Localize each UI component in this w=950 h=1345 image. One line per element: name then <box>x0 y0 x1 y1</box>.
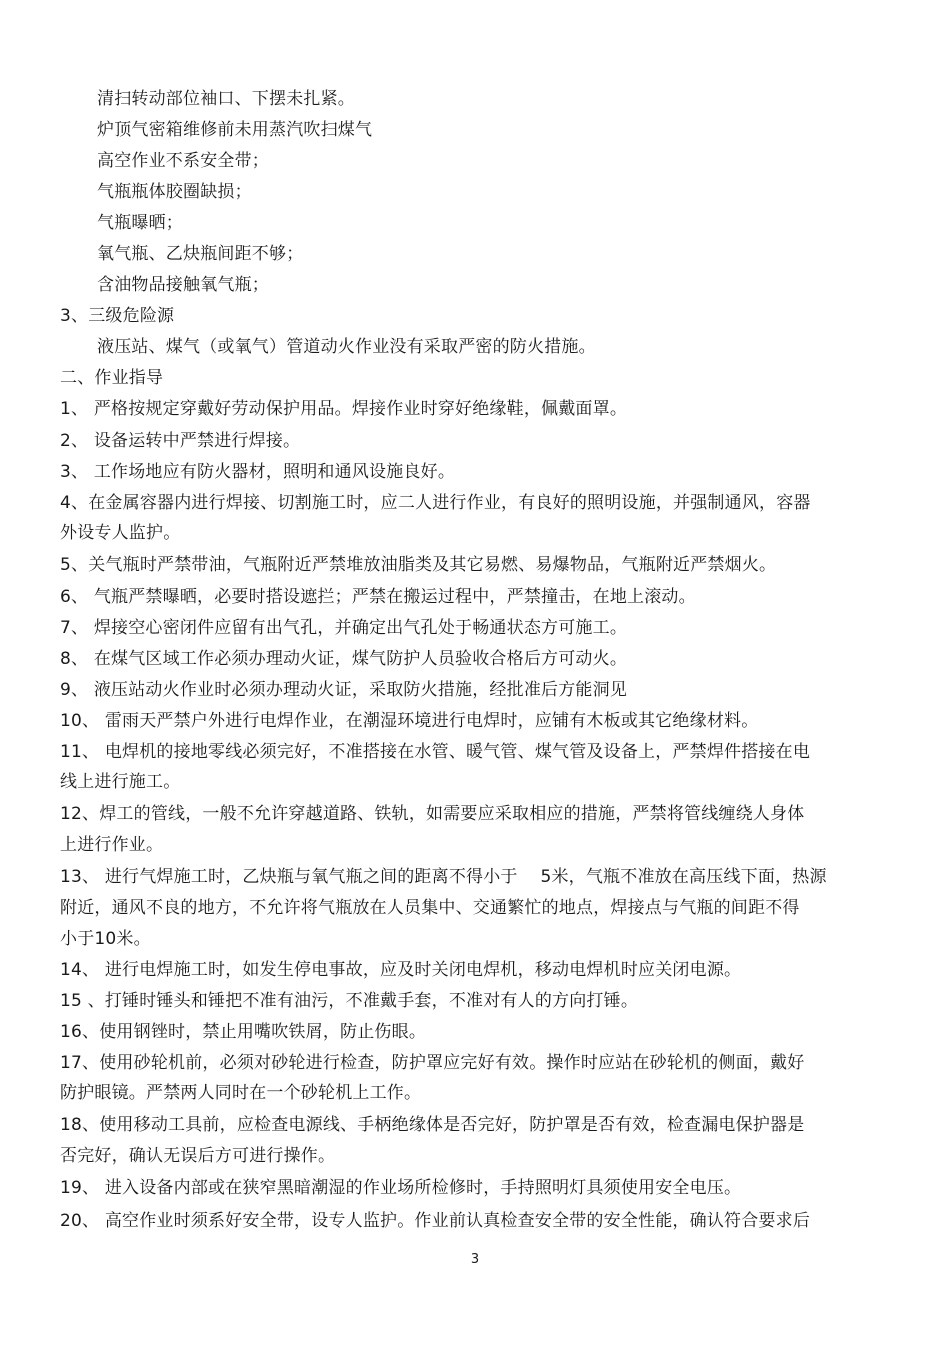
list-item: 20、 高空作业时须系好安全带，设专人监护。作业前认真检查安全带的安全性能，确认符合要求后 <box>60 1211 811 1231</box>
text-line: 液压站、煤气（或氧气）管道动火作业没有采取严密的防火措施。 <box>97 337 596 357</box>
list-item-continued: 否完好，确认无误后方可进行操作。 <box>60 1146 336 1166</box>
list-item: 7、 焊接空心密闭件应留有出气孔，并确定出气孔处于畅通状态方可施工。 <box>60 618 628 638</box>
text-line: 含油物品接触氧气瓶； <box>97 275 269 295</box>
list-item: 4、在金属容器内进行焊接、切割施工时，应二人进行作业，有良好的照明设施，并强制通风，容器 <box>60 493 811 513</box>
text-line: 高空作业不系安全带； <box>97 151 269 171</box>
list-item: 5、关气瓶时严禁带油，气瓶附近严禁堆放油脂类及其它易燃、易爆物品，气瓶附近严禁烟火。 <box>60 555 777 575</box>
section-heading: 二、作业指导 <box>60 368 164 388</box>
list-item: 16、使用钢锉时，禁止用嘴吹铁屑，防止伤眼。 <box>60 1022 427 1042</box>
list-item-continued: 外设专人监护。 <box>60 523 181 543</box>
list-item: 15 、打锤时锤头和锤把不准有油污，不准戴手套，不准对有人的方向打锤。 <box>60 991 639 1011</box>
list-item: 12、焊工的管线，一般不允许穿越道路、铁轨，如需要应采取相应的措施，严禁将管线缠绕人身体 <box>60 804 805 824</box>
list-item: 6、 气瓶严禁曝晒，必要时搭设遮拦；严禁在搬运过程中，严禁撞击，在地上滚动。 <box>60 587 696 607</box>
list-item: 18、使用移动工具前，应检查电源线、手柄绝缘体是否完好，防护罩是否有效，检查漏电保护器是 <box>60 1115 805 1135</box>
list-item: 1、 严格按规定穿戴好劳动保护用品。焊接作业时穿好绝缘鞋，佩戴面罩。 <box>60 399 628 419</box>
list-item: 11、 电焊机的接地零线必须完好，不准搭接在水管、暖气管、煤气管及设备上，严禁焊件搭接在电 <box>60 742 811 762</box>
list-item-continued: 防护眼镜。严禁两人同时在一个砂轮机上工作。 <box>60 1083 422 1103</box>
list-item: 3、 工作场地应有防火器材，照明和通风设施良好。 <box>60 462 456 482</box>
list-item: 19、 进入设备内部或在狭窄黑暗潮湿的作业场所检修时，手持照明灯具须使用安全电压。 <box>60 1178 742 1198</box>
list-item: 17、使用砂轮机前，必须对砂轮进行检查，防护罩应完好有效。操作时应站在砂轮机的侧面，戴好 <box>60 1053 805 1073</box>
page-number: 3 <box>470 1252 480 1267</box>
list-item: 9、 液压站动火作业时必须办理动火证，采取防火措施，经批准后方能洞见 <box>60 680 628 700</box>
text-line: 炉顶气密箱维修前未用蒸汽吹扫煤气 <box>97 120 373 140</box>
list-item-continued: 小于10米。 <box>60 929 151 949</box>
list-item: 13、 进行气焊施工时，乙炔瓶与氧气瓶之间的距离不得小于 5米，气瓶不准放在高压线下面，热源 <box>60 867 827 887</box>
text-line: 气瓶曝晒； <box>97 213 183 233</box>
section-heading: 3、三级危险源 <box>60 306 175 326</box>
text-line: 气瓶瓶体胶圈缺损； <box>97 182 252 202</box>
text-line: 氧气瓶、乙炔瓶间距不够； <box>97 244 304 264</box>
list-item-continued: 上进行作业。 <box>60 835 164 855</box>
list-item-continued: 线上进行施工。 <box>60 772 181 792</box>
list-item: 14、 进行电焊施工时，如发生停电事故，应及时关闭电焊机，移动电焊机时应关闭电源。 <box>60 960 742 980</box>
text-line: 清扫转动部位袖口、下摆未扎紧。 <box>97 89 355 109</box>
list-item: 8、 在煤气区域工作必须办理动火证，煤气防护人员验收合格后方可动火。 <box>60 649 628 669</box>
list-item-continued: 附近，通风不良的地方，不允许将气瓶放在人员集中、交通繁忙的地点，焊接点与气瓶的间距不得 <box>60 898 800 918</box>
list-item: 2、 设备运转中严禁进行焊接。 <box>60 431 301 451</box>
list-item: 10、 雷雨天严禁户外进行电焊作业，在潮湿环境进行电焊时，应铺有木板或其它绝缘材料。 <box>60 711 759 731</box>
